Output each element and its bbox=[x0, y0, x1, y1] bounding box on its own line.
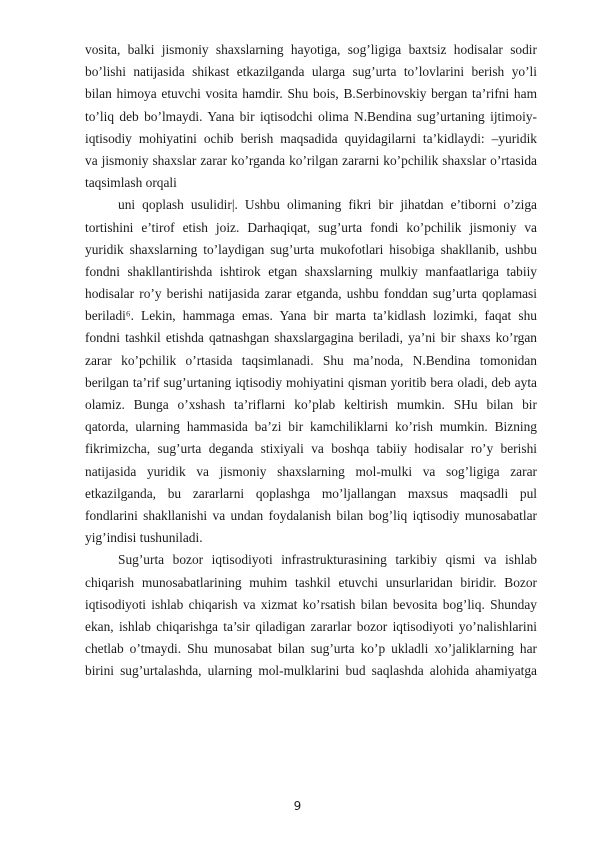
text-line: yuridik shaxslarning to’laydigan sug’urta mukofotlari hisobiga shakllanib, ushbu bbox=[85, 241, 537, 257]
text-line: fikrimizcha, sug’urta deganda stixiyali va boshqa tabiiy hodisalar ro’y berishi bbox=[85, 441, 537, 457]
text-line: uni qoplash usulidir|. Ushbu olimaning fikri bir jihatdan e’tiborni o’ziga bbox=[118, 197, 537, 213]
page-number: 9 bbox=[293, 799, 302, 813]
text-line: chiqarish munosabatlarining muhim tashkil etuvchi unsurlaridan biridir. Bozor bbox=[85, 574, 537, 590]
text-line: Sug’urta bozor iqtisodiyoti infrastrukturasining tarkibiy qismi va ishlab bbox=[118, 552, 537, 568]
text-line: taqsimlash orqali bbox=[85, 175, 177, 191]
text-line: beriladi⁶. Lekin, hammaga emas. Yana bir marta ta’kidlash lozimki, faqat shu bbox=[85, 308, 537, 324]
text-line: fondni shakllantirishda ishtirok etgan shaxslarning mulkiy manfaatlariga tabiiy bbox=[85, 263, 537, 279]
text-line: iqtisodiy mohiyatini ochib berish maqsadida quyidagilarni ta’kidlaydi: –yuridik bbox=[85, 130, 537, 146]
body-text bbox=[85, 39, 537, 682]
text-line: olamiz. Bunga o’xshash ta’riflarni ko’plab keltirish mumkin. SHu bilan bir bbox=[85, 397, 537, 412]
text-line: berilgan ta’rif sug’urtaning iqtisodiy mohiyatini qisman yoritib bera oladi, deb ayta bbox=[85, 374, 537, 390]
text-line: bo’lishi natijasida shikast etkazilganda ularga sug’urta to’lovlarini berish yo’li bbox=[85, 64, 537, 80]
text-line: ekan, ishlab chiqarishga ta’sir qiladigan zararlar bozor iqtisodiyoti yo’nalishlarini bbox=[85, 618, 537, 634]
text-line: va jismoniy shaxslar zarar ko’rganda ko’rilgan zararni ko’pchilik shaxslar o’rtasida bbox=[85, 152, 537, 168]
text-line: fondni tashkil etishda qatnashgan shaxslargagina beriladi, ya’ni bir shaxs ko’rgan bbox=[85, 330, 537, 346]
text-line: tortishini e’tirof etish joiz. Darhaqiqat, sug’urta fondi ko’pchilik jismoniy va bbox=[85, 219, 537, 235]
text-line: hodisalar ro’y berishi natijasida zarar etganda, ushbu fonddan sug’urta qoplamasi bbox=[85, 286, 537, 302]
text-line: iqtisodiyoti ishlab chiqarish va xizmat ko’rsatish bilan bevosita bog’liq. Shunday bbox=[85, 596, 537, 612]
text-line: bilan himoya etuvchi vosita hamdir. Shu bois, B.Serbinovskiy bergan ta’rifni ham bbox=[85, 86, 537, 102]
text-line: chetlab o’tmaydi. Shu munosabat bilan sug’urta ko’p ukladli xo’jaliklarning har bbox=[85, 641, 537, 657]
text-line: qatorda, ularning hammasida ba’zi bir kamchiliklarni ko’rish mumkin. Bizning bbox=[85, 419, 537, 435]
text-line: birini sug’urtalashda, ularning mol-mulklarini bud saqlashda alohida ahamiyatga bbox=[85, 663, 537, 679]
text-line: etkazilganda, bu zararlarni qoplashga mo’ljallangan maxsus maqsadli pul bbox=[85, 485, 537, 501]
text-line: fondlarini shakllanishi va undan foydalanish bilan bog’liq iqtisodiy munosabatlar bbox=[85, 507, 537, 523]
text-line: natijasida yuridik va jismoniy shaxslarning mol-mulki va sog’ligiga zarar bbox=[85, 463, 537, 479]
text-line: to’liq deb bo’lmaydi. Yana bir iqtisodchi olima N.Bendina sug’urtaning ijtimoiy- bbox=[85, 108, 537, 124]
text-line: zarar ko’pchilik o’rtasida taqsimlanadi. Shu ma’noda, N.Bendina tomonidan bbox=[85, 352, 537, 368]
text-line: yig’indisi tushuniladi. bbox=[85, 530, 203, 546]
text-line: vosita, balki jismoniy shaxslarning hayotiga, sog’ligiga baxtsiz hodisalar sodir bbox=[85, 42, 537, 57]
